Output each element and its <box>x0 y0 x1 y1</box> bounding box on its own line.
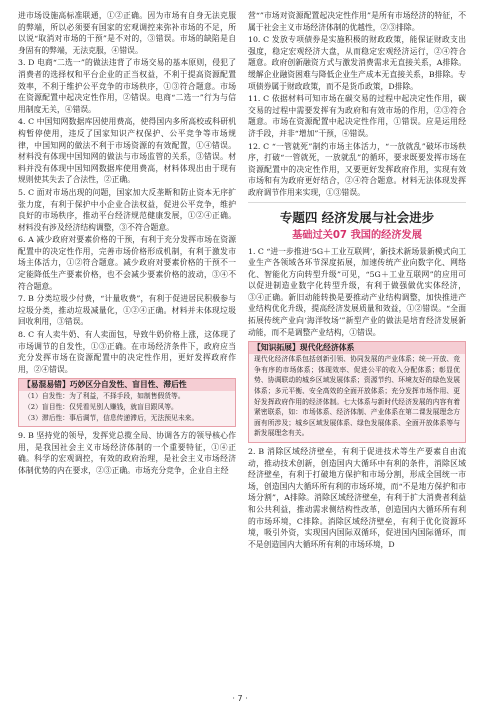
tip-box-title: 【易混易错】巧妙区分自发性、盲目性、滞后性 <box>19 379 235 391</box>
tip-box-line: （3）滞后性：事后调节，信息传递滞后，无法预见未来。 <box>24 413 199 422</box>
left-paragraph: 7. B 分类垃圾少付费，“计量收费”，有利于促进居民积极参与垃圾分类，推动垃圾减量化，①②④正确。材料并未体现垃圾回收利用，③错误。 <box>18 294 236 327</box>
left-column <box>18 10 236 478</box>
tip-box-line: （1）自发性：为了利益，不择手段，如制售假货等。 <box>24 392 185 401</box>
left-paragraph: 进市场设施高标准联通，①②正确。因为市场有自身无法克服的弊端，所以必须要有国家的宏观调控来弥补市场的不足，所以说“取消对市场的干预”是不对的，③错误。市场的缺陷是自身固有的弊端，无法克服，④错误。 <box>18 11 236 55</box>
right-paragraph: 12. C “一管就死”制约市场主体活力，“一放就乱”破坏市场秩序，打破“一管就死，一放就乱”的循环，要求既要发挥市场在资源配置中的决定性作用，又要更好发挥政府作用，实现有效市场和有为政府更好结合，②④符合题意。材料无法体现发挥政府调节作用来实现，①③错误。 <box>248 141 466 197</box>
tip-box-line: （2）盲目性：仅凭看见别人赚钱，就盲目跟风等。 <box>24 403 178 411</box>
right-paragraph: 10. C 发放专项债券是实施积极的财政政策，能保证财政支出强度，稳定宏观经济大盘，从而稳定宏观经济运行，②④符合题意。政府创新融资方式与激发消费需求无直接关系，A排除。缓解企业融资困难与降低企业生产成本无直接关系，B排除。专项债券属于财政政策，而不是货币政策，D排除。 <box>248 35 466 91</box>
topic-title: 专题四 经济发展与社会进步 <box>279 209 435 225</box>
easy-mistake-tip-box <box>18 378 236 427</box>
page-number: · 7 · <box>232 694 248 703</box>
left-paragraph: 9. B 坚持党的领导，发挥党总揽全局、协调各方的领导核心作用，是我国社会主义市场经济体制的一个重要特征，①④正确。科学的宏观调控，有效的政府治理，是社会主义市场经济体制优势的内在要求，②③正确。市场充分竞争，企业自主经 <box>18 431 236 475</box>
right-paragraph: 11. C 依据材料可知市场在碳交易的过程中起决定性作用，碳交易的过程中需要发挥有为政府和有效市场的作用，②③符合题意。市场在资源配置中起决定性作用，①错误。应是运用经济手段，并非“增加”干预，④错误。 <box>248 94 466 138</box>
left-paragraph: 3. D 电商“二选一”的做法违背了市场交易的基本原则，侵犯了消费者的选择权和平台企业的正当权益，不利于提高资源配置效率，不利于维护公平竞争的市场秩序，①③符合题意。市场在资源配置中起决定性作用，②错误。电商“二选一”行为与信用制度无关，④错误。 <box>18 58 236 114</box>
left-paragraph: 5. C 面对市场出现的问题，国家加大反垄断和防止资本无序扩张力度，有利于保护中小企业合法权益，促进公平竞争，维护良好的市场秩序，推动平台经济规范健康发展，①②④正确。材料没有涉及经济结构调整，③不符合题意。 <box>18 187 236 232</box>
tip-box-title: 【知识拓展】现代化经济体系 <box>249 342 465 354</box>
left-paragraph: 8. C 有人卖牛奶、有人卖面包，导致牛奶价格上涨，这体现了市场调节的自发性，①③正确。在市场经济条件下，政府应当充分发挥市场在资源配置中的决定性作用，更好发挥政府作用，②④错误。 <box>18 330 236 374</box>
section-divider <box>248 202 466 203</box>
knowledge-extension-box <box>248 341 466 443</box>
section-subtitle: 基础过关07 我国的经济发展 <box>292 229 422 241</box>
right-paragraph: 1. C “进一步推进‘5G＋工业互联网’，新技术新场景新模式向工业生产各领域各环节深度拓展，加速传统产业向数字化、网络化、智能化方向转型升级”可见，“5G＋工业互联网”的应用可以促进制造业数字化转型升级，有利于做强做优实体经济，③④正确。新旧动能转换是要推动产业结构调整，加快推进产业结构优化升级，提高经济发展质量和效益，①②错误。“全面拓展传统产业向‘海洋牧场’”新型产业的做法是培育经济发展新动能，而不是调整产业结构，①错误。 <box>248 246 466 337</box>
left-paragraph: 4. C 中国知网数据库因使用费高，使得国内多所高校或科研机构暂停使用，违反了国家知识产权保护、公平竞争等市场规律，中国知网的做法不利于市场资源的有效配置，①④错误。材料没有体现中国知网的做法与市场监管的关系，③错误。材料并没有体现中国知网数据库使用费高，材料体现出由于现有规则使其失去了合法性，②正确。 <box>18 117 236 185</box>
right-paragraph: 2. B 消除区域经济壁垒，有利于促进技术等生产要素自由流动，推动技术创新，创造国内大循环中有利的条件，消除区域经济壁垒，有利于打破地方保护和市场分割，形成全国统一市场，创造国内大循环所有利的市场环境，而“不是地方保护和市场分割”，A排除。消除区域经济壁垒，有利于扩大消费者利益和公共利益，推动需求侧结构性改革，创造国内大循环所有利的市场环境，C排除。消除区域经济壁垒，有利于优化资源环境，吸引外资，实现国内国际双循环，促进国内国际循环，而不是创造国内大循环所有利的市场环境，D <box>248 447 466 549</box>
tip-box-line: 现代化经济体系包括创新引领、协同发展的产业体系；统一开放、竞争有序的市场体系；体现效率、促进公平的收入分配体系；彰显优势、协调联动的城乡区域发展体系；资源节约、环境友好的绿色发展体系；多元平衡、安全高效的全面开放体系；充分发挥市场作用、更好发挥政府作用的经济体制。七大体系与新时代经济发展的内容有着紧密联系，如：市场体系、经济体制、产业体系在第二课发展理念方面有所涉及；城乡区域发展体系、绿色发展体系、全面开放体系等与新发展理念有关。 <box>254 355 460 438</box>
left-paragraph: 6. A 减少政府对要素价格的干预，有利于充分发挥市场在资源配置中的决定性作用，完善市场价格形成机制，有利于激发市场主体活力，①②符合题意。减少政府对要素价格的干预不一定能降低生产要素价格，也不会减少要素价格的波动，③④不符合题意。 <box>18 235 236 291</box>
right-paragraph: 营“”市场对资源配置起决定性作用”是所有市场经济的特征，不属于社会主义市场经济体制的优越性，②③排除。 <box>248 11 466 32</box>
right-column <box>248 10 466 551</box>
